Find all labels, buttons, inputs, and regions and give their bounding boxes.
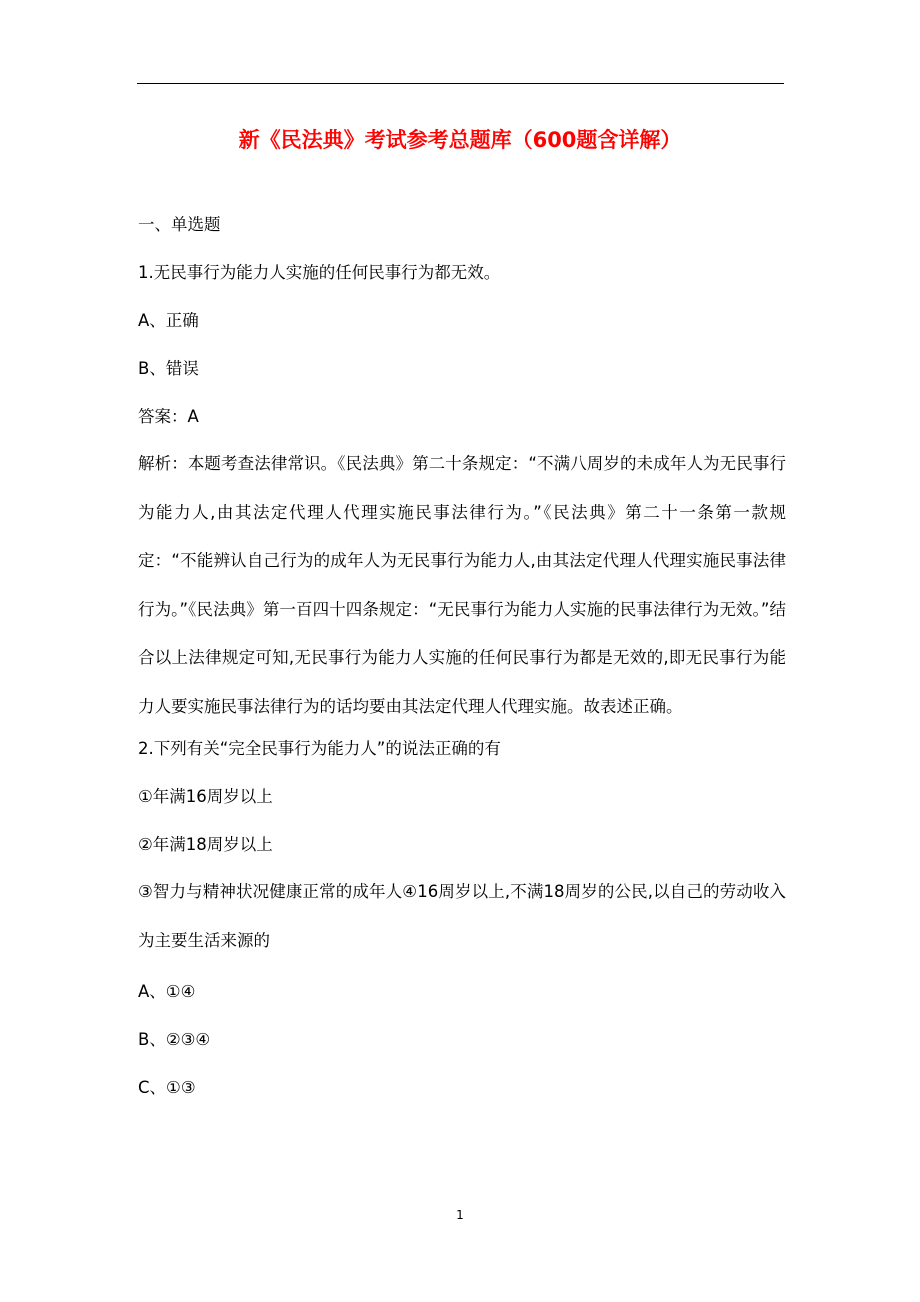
analysis-paragraph: 解析：本题考查法律常识。《民法典》第二十条规定：“不满八周岁的未成年人为无民事行为能力人,由其法定代理人代理实施民事法律行为。”《民法典》第二十一条第一款规定：“不能辨认自己行为的成年人为无民事行为能力人,由其法定代理人代理实施民事法律行为。”《民法典》第一百四十四条规定：“无民事行为能力人实施的民事法律行为无效。”结合以上法律规定可知,无民事行为能力人实施的任何民事行为都是无效的,即无民事行为能力人要实施民事法律行为的话均要由其法定代理人代理实施。故表述正确。 xyxy=(138,454,786,716)
document-body xyxy=(138,210,786,1102)
question-option: A、①④ xyxy=(138,982,196,1001)
document-title: 新《民法典》考试参考总题库（600题含详解） xyxy=(238,128,682,152)
header-rule xyxy=(137,83,784,84)
question-condition: ③智力与精神状况健康正常的成年人④16周岁以上,不满18周岁的公民,以自己的劳动收入为主要生活来源的 xyxy=(138,882,786,950)
question-stem: 1.无民事行为能力人实施的任何民事行为都无效。 xyxy=(138,263,501,282)
question-option: B、②③④ xyxy=(138,1030,211,1049)
answer-line: 答案：A xyxy=(138,407,199,426)
question-condition: ②年满18周岁以上 xyxy=(138,835,273,854)
section-heading: 一、单选题 xyxy=(138,215,221,234)
page-number: 1 xyxy=(456,1208,464,1222)
question-condition: ①年满16周岁以上 xyxy=(138,787,273,806)
question-option: A、正确 xyxy=(138,311,199,330)
question-stem: 2.下列有关“完全民事行为能力人”的说法正确的有 xyxy=(138,739,501,758)
question-option: B、错误 xyxy=(138,359,199,378)
question-option: C、①③ xyxy=(138,1078,196,1097)
